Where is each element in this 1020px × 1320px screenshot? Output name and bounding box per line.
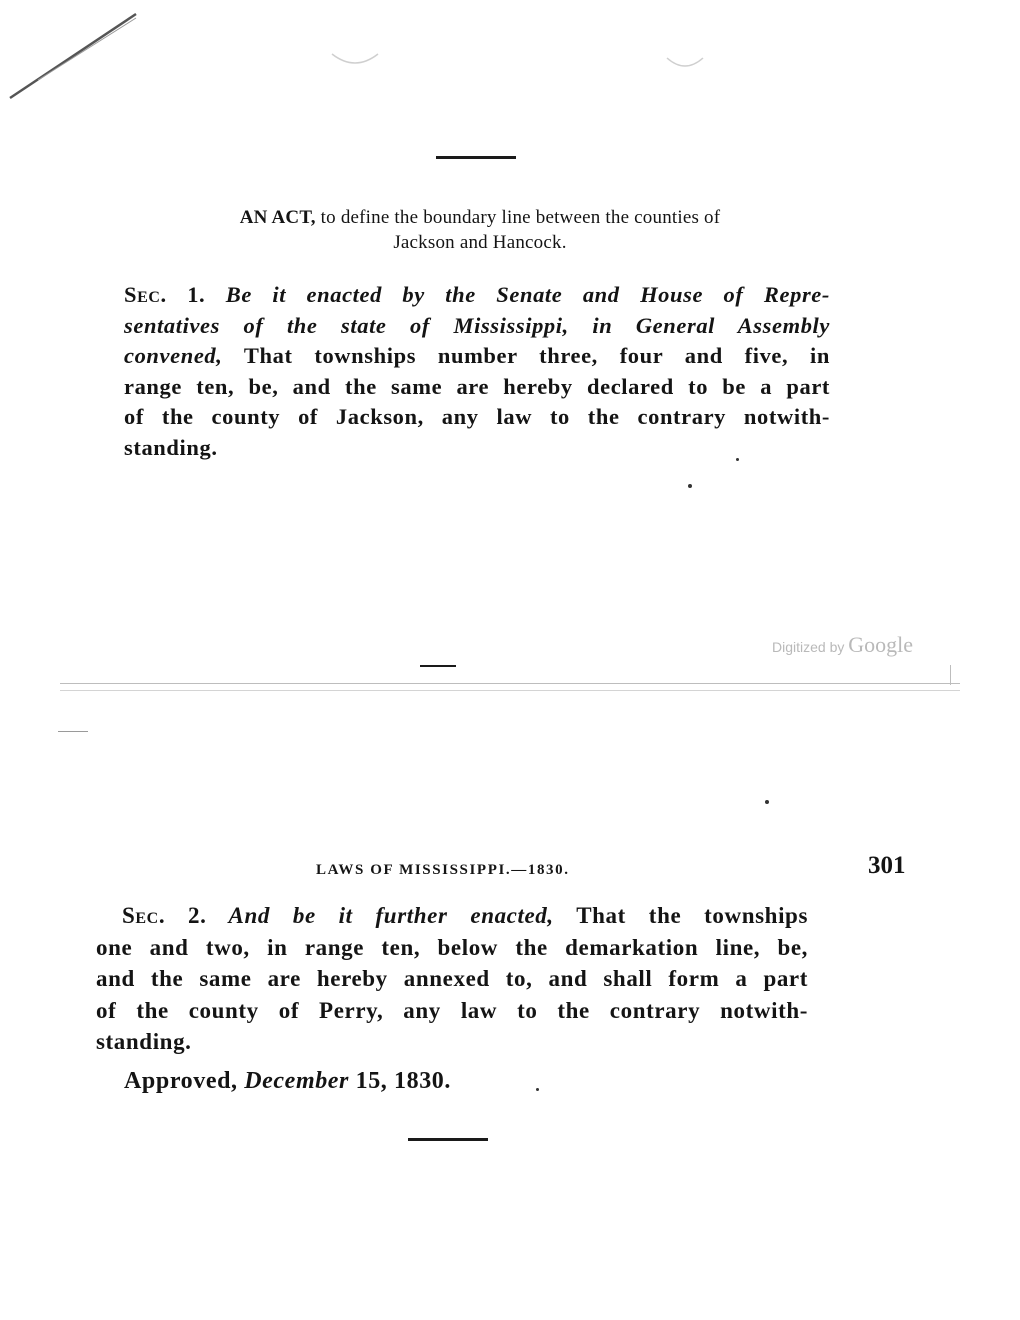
- section-1-line-3-italic: convened,: [124, 343, 223, 368]
- watermark-prefix: Digitized by: [772, 639, 849, 655]
- section-2-line-3: and the same are hereby annexed to, and shall form a part: [96, 966, 808, 991]
- scan-speck: [765, 800, 769, 804]
- act-title-caps: AN ACT,: [239, 207, 316, 228]
- section-1-label: Sec. 1.: [124, 282, 206, 307]
- watermark-brand: Google: [848, 632, 914, 657]
- section-1-line-3: [124, 341, 830, 372]
- section-2-line-5: standing.: [96, 1029, 192, 1054]
- section-1-paragraph: [124, 280, 830, 463]
- page-divider-line: [60, 690, 960, 691]
- act-title: [100, 205, 860, 255]
- margin-mark: [950, 665, 951, 685]
- section-2-label: Sec. 2.: [122, 903, 207, 928]
- page-divider-line: [60, 683, 960, 684]
- section-1-line-5: of the county of Jackson, any law to the contrary notwith-: [124, 404, 830, 429]
- running-head: LAWS OF MISSISSIPPI.—1830.: [316, 862, 570, 878]
- scan-edge-mark: [8, 10, 138, 100]
- section-2-line-2: one and two, in range ten, below the demarkation line, be,: [96, 934, 808, 960]
- margin-mark: [58, 731, 88, 732]
- section-1-line-3-rest: That townships number three, four and five, in: [222, 343, 830, 368]
- section-1-line-2-text: sentatives of the state of Mississippi, in General Assembly: [124, 312, 830, 338]
- section-1-line-1: [124, 280, 830, 311]
- section-1-line-2: [124, 311, 830, 342]
- approved-month: December: [244, 1068, 349, 1094]
- top-ornament-rule: [436, 156, 516, 159]
- section-2-line-1: [96, 900, 808, 932]
- scan-speck: [536, 1088, 539, 1091]
- section-2-line-1-rest: That the townships: [553, 903, 808, 928]
- approval-date: [124, 1068, 451, 1095]
- approved-date-rest: 15, 1830.: [349, 1068, 451, 1094]
- approved-label: Approved,: [124, 1068, 245, 1094]
- scan-smudge: [665, 52, 705, 72]
- end-ornament-rule: [408, 1138, 488, 1141]
- section-1-line-6: standing.: [124, 434, 218, 460]
- act-title-line-1: [100, 205, 860, 230]
- scan-speck: [688, 484, 692, 488]
- scan-smudge: [330, 50, 380, 70]
- section-2-paragraph: [96, 900, 808, 1058]
- section-1-line-1-text: Be it enacted by the Senate and House of Repre-: [205, 282, 830, 307]
- section-2-italic: And be it further enacted,: [206, 903, 554, 928]
- digitized-watermark: [772, 632, 913, 658]
- section-2-line-4: of the county of Perry, any law to the contrary notwith-: [96, 997, 808, 1023]
- act-title-line-1-rest: to define the boundary line between the counties of: [315, 207, 721, 228]
- section-1-line-4: range ten, be, and the same are hereby declared to be a part: [124, 373, 830, 399]
- bottom-ornament-rule: [420, 665, 456, 667]
- scan-speck: [736, 458, 739, 461]
- act-title-line-2: Jackson and Hancock.: [393, 232, 567, 253]
- page-number: 301: [868, 852, 906, 879]
